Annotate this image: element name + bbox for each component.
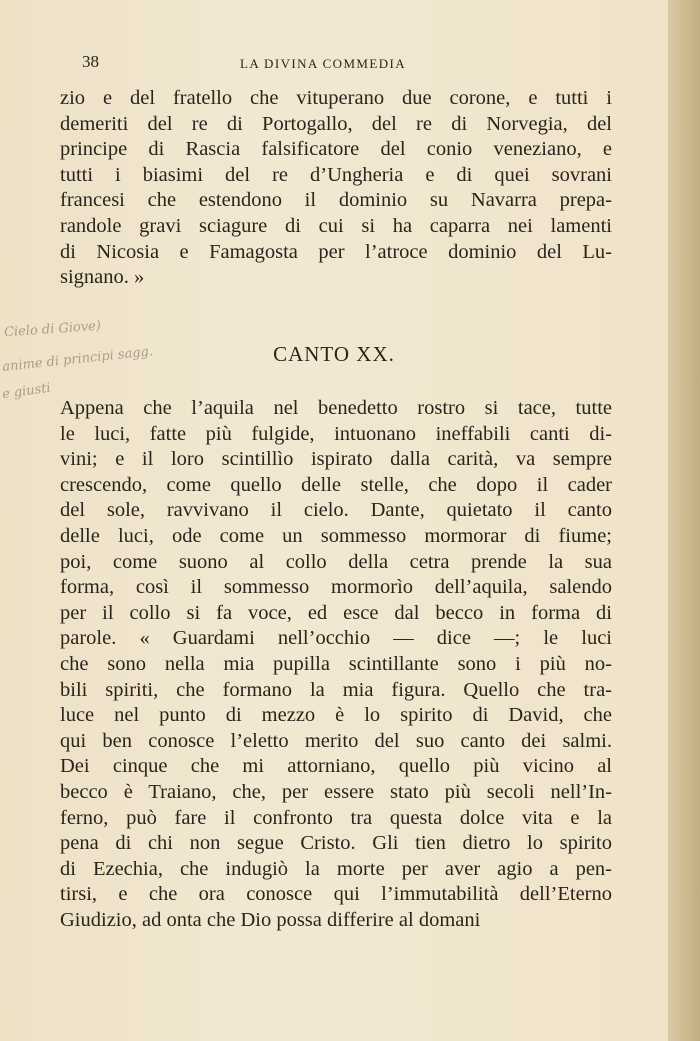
text-line: ferno, può fare il confronto tra questa dolce vita e la bbox=[60, 806, 612, 829]
text-line: Appena che l’aquila nel benedetto rostro si tace, tutte bbox=[60, 397, 612, 419]
text-line: francesi che estendono il dominio su Navarra prepa- bbox=[60, 189, 612, 212]
text-line: luce nel punto di mezzo è lo spirito di David, che bbox=[60, 704, 612, 727]
text-line: per il collo si fa voce, ed esce dal becco in forma di bbox=[60, 601, 612, 624]
text-line: poi, come suono al collo della cetra prende la sua bbox=[60, 550, 612, 573]
margin-note: Cielo di Giove) bbox=[3, 318, 102, 341]
text-line: demeriti del re di Portogallo, del re di Norvegia, del bbox=[60, 112, 612, 135]
text-line: delle luci, ode come un sommesso mormorar di fiume; bbox=[60, 524, 612, 547]
text-line: tirsi, e che ora conosce qui l’immutabilità dell’Eterno bbox=[60, 883, 612, 906]
text-line: di Ezechia, che indugiò la morte per aver agio a pen- bbox=[60, 857, 612, 880]
text-line: crescendo, come quello delle stelle, che dopo il cader bbox=[60, 473, 612, 496]
text-line: le luci, fatte più fulgide, intuonano ineffabili canti di- bbox=[60, 422, 612, 445]
text-line: randole gravi sciagure di cui si ha caparra nei lamenti bbox=[60, 214, 612, 237]
page-number: 38 bbox=[82, 52, 99, 71]
page-edge bbox=[668, 0, 700, 1041]
text-line: bili spiriti, che formano la mia figura. Quello che tra- bbox=[60, 678, 612, 701]
text-line: tutti i biasimi del re d’Ungheria e di quei sovrani bbox=[60, 163, 612, 186]
running-head: LA DIVINA COMMEDIA bbox=[240, 56, 407, 71]
text-line: pena di chi non segue Cristo. Gli tien dietro lo spirito bbox=[60, 832, 612, 855]
paragraph-summary-end bbox=[60, 86, 612, 291]
text-line: Giudizio, ad onta che Dio possa differire al domani bbox=[60, 908, 481, 931]
margin-note: e giusti bbox=[1, 380, 52, 403]
text-line: signano. » bbox=[60, 266, 145, 289]
text-line: del sole, ravvivano il cielo. Dante, quietato il canto bbox=[60, 499, 612, 522]
page-header bbox=[0, 52, 668, 76]
margin-note: anime di principi sagg. bbox=[1, 344, 154, 375]
text-line: di Nicosia e Famagosta per l’atroce dominio del Lu- bbox=[60, 240, 612, 263]
text-line: parole. « Guardami nell’occhio — dice —; le luci bbox=[60, 627, 612, 650]
text-line: forma, così il sommesso mormorìo dell’aquila, salendo bbox=[60, 576, 612, 599]
text-line: Dei cinque che mi attorniano, quello più vicino al bbox=[60, 755, 612, 778]
text-line: principe di Rascia falsificatore del conio veneziano, e bbox=[60, 138, 612, 161]
text-line: zio e del fratello che vituperano due corone, e tutti i bbox=[60, 87, 612, 109]
text-line: becco è Traiano, che, per essere stato più secoli nell’In- bbox=[60, 780, 612, 803]
text-line: che sono nella mia pupilla scintillante sono i più no- bbox=[60, 652, 612, 675]
canto-title: CANTO XX. bbox=[273, 342, 395, 366]
text-line: vini; e il loro scintillìo ispirato dalla carità, va sempre bbox=[60, 448, 612, 471]
text-line: qui ben conosce l’eletto merito del suo canto dei salmi. bbox=[60, 729, 612, 752]
paragraph-canto-summary bbox=[60, 396, 612, 933]
